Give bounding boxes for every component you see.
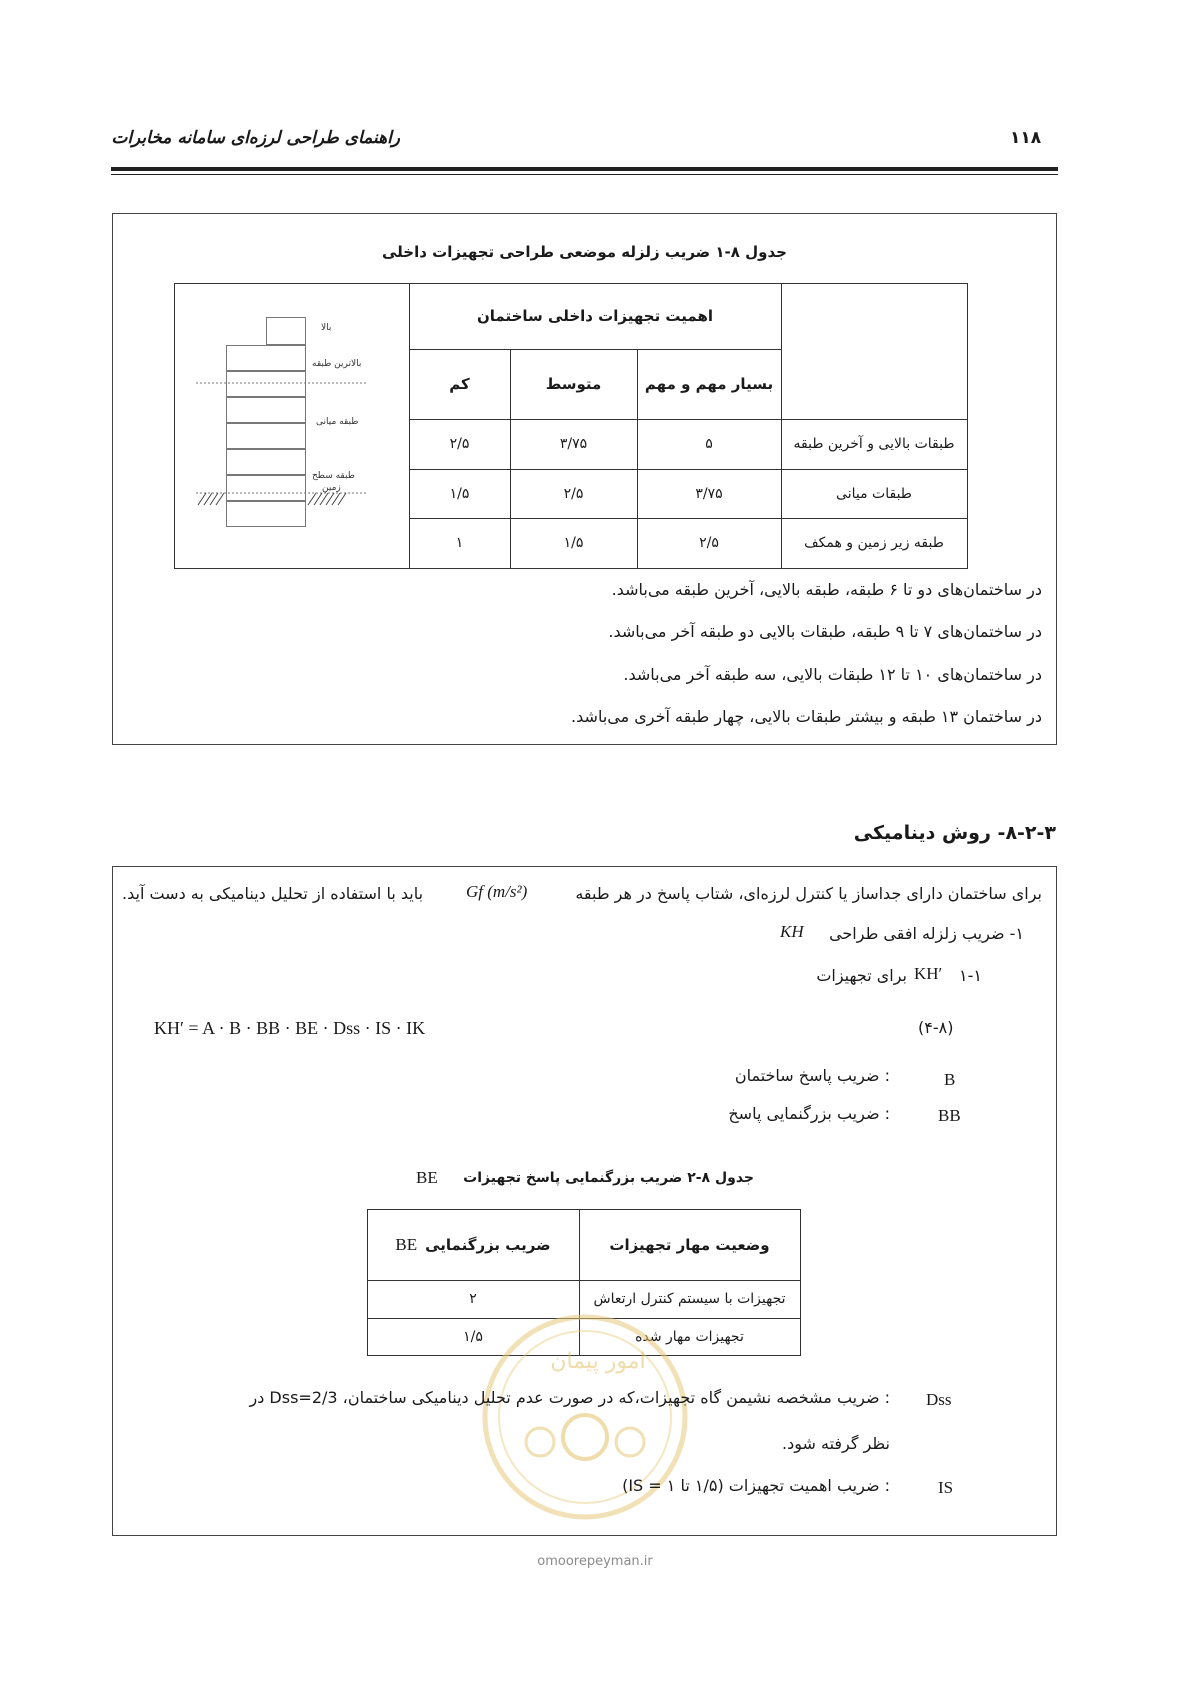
table2-caption-symbol: BE <box>416 1168 438 1187</box>
diagram-label-middle: طبقه میانی <box>316 417 359 427</box>
def-symbol-dss: Dss <box>926 1390 952 1409</box>
table1-row-label: طبقات بالایی و آخرین طبقه <box>793 436 955 452</box>
diagram-label-ground2: زمین <box>322 483 341 493</box>
table2-col-factor-symbol: BE <box>395 1234 418 1254</box>
table1-cell: ۳/۷۵ <box>695 485 723 502</box>
note-line: در ساختمان‌های ۷ تا ۹ طبقه، طبقات بالایی دو طبقه آخر می‌باشد. <box>608 622 1042 641</box>
item11-symbol: KH′ <box>914 964 943 983</box>
def-text-dss-line2: نظر گرفته شود. <box>782 1434 890 1453</box>
diagram-label-ground: طبقه سطح <box>312 471 355 481</box>
intro-symbol: Gf (m/s²) <box>466 882 528 901</box>
table1-row-label: طبقه زیر زمین و همکف <box>804 535 944 551</box>
def-symbol-b: B <box>944 1070 956 1089</box>
table2-col-status: وضعیت مهار تجهیزات <box>609 1235 770 1254</box>
table1-cell: ۱/۵ <box>449 485 470 502</box>
table2-col-factor-label: ضریب بزرگنمایی <box>425 1235 551 1254</box>
def-text-b: : ضریب پاسخ ساختمان <box>734 1066 890 1085</box>
table1-col-high: بسیار مهم و مهم <box>644 375 774 393</box>
page-number: ۱۱۸ <box>1010 128 1042 148</box>
item1-symbol: KH <box>780 922 804 941</box>
table2-col-factor <box>367 1209 579 1280</box>
diagram-label-top-floor: بالاترین طبقه <box>312 359 362 369</box>
table2-caption: جدول ۸-۲ ضریب بزرگنمایی پاسخ تجهیزات <box>463 1170 754 1186</box>
table1-group-header: اهمیت تجهیزات داخلی ساختمان <box>476 307 714 325</box>
table1-cell: ۲/۵ <box>449 436 470 452</box>
table2-status-cell: تجهیزات مهار شده <box>635 1328 744 1345</box>
note-line: در ساختمان‌های ۱۰ تا ۱۲ طبقات بالایی، سه طبقه آخر می‌باشد. <box>623 665 1042 684</box>
table1-col-low: کم <box>449 375 470 393</box>
table2-value-cell: ۲ <box>469 1291 477 1307</box>
table1-cell: ۲/۵ <box>699 535 719 551</box>
def-text-dss-line1: : ضریب مشخصه نشیمن گاه تجهیزات،که در صورت عدم تحلیل دینامیکی ساختمان، Dss=2/3 در <box>249 1388 890 1407</box>
item1-text: ۱- ضریب زلزله افقی طراحی <box>829 924 1024 943</box>
item11-number: ۱-۱ <box>959 966 982 985</box>
def-symbol-is: IS <box>938 1478 954 1497</box>
running-header-title: راهنمای طراحی لرزه‌ای سامانه مخابرات <box>111 128 400 148</box>
section-title: ۸-۲-۳- روش دینامیکی <box>853 822 1056 844</box>
table1-cell: ۱ <box>455 535 464 551</box>
table1-col-medium: متوسط <box>545 375 602 393</box>
table1-cell: ۱/۵ <box>563 535 584 551</box>
table1-cell: ۲/۵ <box>563 485 584 502</box>
formula: KH′ = A · B · BB · BE · Dss · IS · IK <box>154 1018 426 1038</box>
table1-cell: ۳/۷۵ <box>559 436 588 452</box>
building-diagram <box>196 307 376 537</box>
table2-value-cell: ۱/۵ <box>463 1328 483 1345</box>
table2-status-cell: تجهیزات با سیستم کنترل ارتعاش <box>593 1291 786 1307</box>
item11-text: برای تجهیزات <box>816 966 907 985</box>
def-text-is: : ضریب اهمیت تجهیزات (۱/۵ تا ۱ = IS) <box>622 1476 890 1495</box>
watermark-url: omoorepeyman.ir <box>537 1554 653 1569</box>
note-line: در ساختمان‌های دو تا ۶ طبقه، طبقه بالایی، آخرین طبقه می‌باشد. <box>611 580 1042 599</box>
watermark-logo-text: امور پیمان <box>550 1349 646 1374</box>
intro-text-start: برای ساختمان دارای جداساز یا کنترل لرزه‌ای، شتاب پاسخ در هر طبقه <box>575 884 1042 903</box>
header-rule-thin <box>111 174 1058 175</box>
table1-caption: جدول ۸-۱ ضریب زلزله موضعی طراحی تجهیزات داخلی <box>382 243 787 261</box>
note-line: در ساختمان ۱۳ طبقه و بیشتر طبقات بالایی، چهار طبقه آخری می‌باشد. <box>571 707 1042 726</box>
table1-cell: ۵ <box>705 436 713 452</box>
header-rule <box>111 167 1058 171</box>
def-text-bb: : ضریب بزرگنمایی پاسخ <box>728 1104 890 1123</box>
table1-row-label: طبقات میانی <box>836 485 912 502</box>
diagram-label-top: بالا <box>321 323 332 333</box>
formula-number: (۴-۸) <box>918 1018 954 1037</box>
def-symbol-bb: BB <box>938 1106 961 1125</box>
intro-text-end: باید با استفاده از تحلیل دینامیکی به دست آید. <box>122 884 424 903</box>
